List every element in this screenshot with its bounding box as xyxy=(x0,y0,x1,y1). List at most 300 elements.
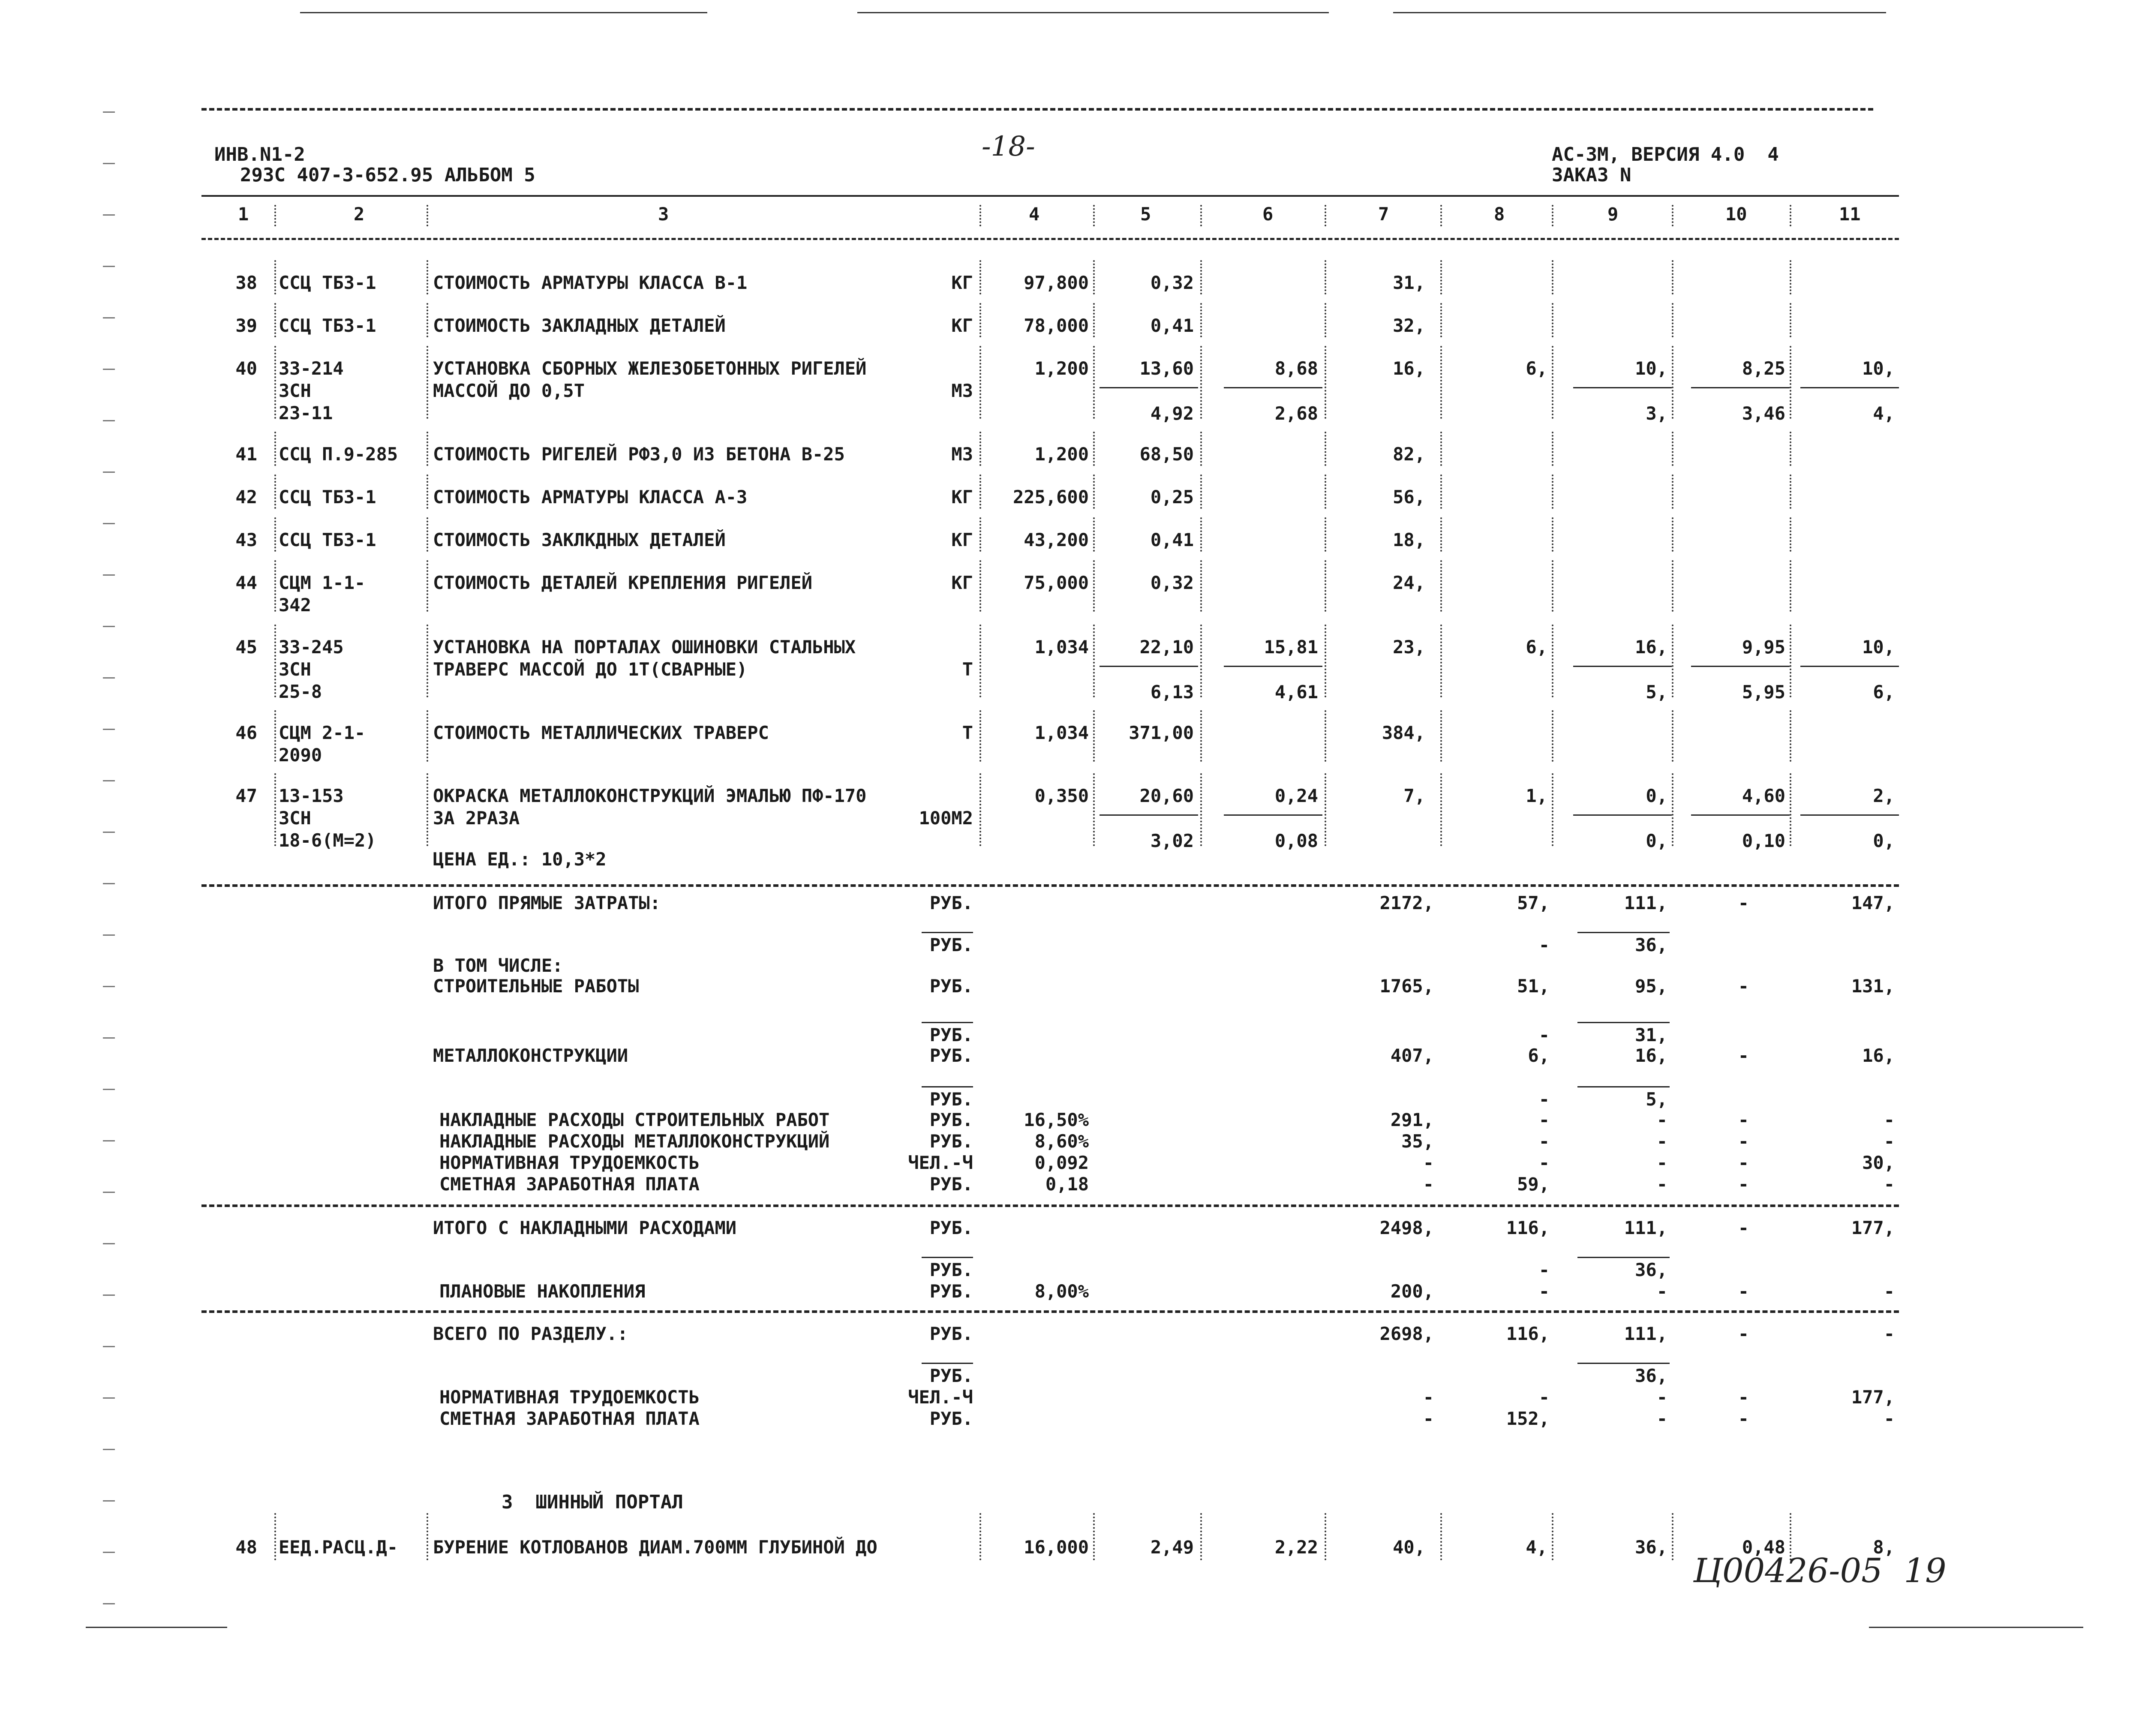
cell-c9-labour: 0, xyxy=(1646,830,1667,851)
totals-cell-c11: - xyxy=(1884,1174,1895,1195)
cell-c4: 0,350 xyxy=(1034,785,1089,806)
column-separator xyxy=(1440,346,1442,419)
totals-unit: ЧЕЛ.-Ч xyxy=(908,1387,973,1408)
cell-c5: 371,00 xyxy=(1129,722,1194,743)
totals-rate: 16,50% xyxy=(1024,1109,1089,1130)
doc-reference: 293С 407-3-652.95 АЛЬБОМ 5 xyxy=(240,164,535,186)
fraction-line xyxy=(1573,814,1672,816)
row-number: 39 xyxy=(235,315,257,336)
totals-cell-c9: 31, xyxy=(1635,1024,1667,1045)
fraction-line xyxy=(1800,814,1899,816)
column-separator xyxy=(1672,517,1673,552)
row-number: 44 xyxy=(235,572,257,593)
totals-cell-c11: - xyxy=(1884,1281,1895,1302)
cell-c6: 15,81 xyxy=(1264,637,1318,658)
cell-c4: 16,000 xyxy=(1024,1537,1089,1558)
column-separator xyxy=(979,475,981,509)
fraction-line xyxy=(922,1086,973,1087)
row-number: 40 xyxy=(235,358,257,379)
totals-label: НОРМАТИВНАЯ ТРУДОЕМКОСТЬ xyxy=(439,1387,700,1408)
edge-mark xyxy=(103,832,115,833)
column-separator xyxy=(979,260,981,294)
cell-c9: 36, xyxy=(1635,1537,1667,1558)
totals-cell-c8: 6, xyxy=(1528,1045,1550,1066)
fraction-line xyxy=(1577,1363,1670,1364)
cell-c6: 8,68 xyxy=(1274,358,1318,379)
program-version: АС-3М, ВЕРСИЯ 4.0 4 xyxy=(1552,144,1779,165)
totals-cell-c7: 2172, xyxy=(1379,892,1434,913)
cell-c7: 82, xyxy=(1393,444,1425,465)
totals-label: СМЕТНАЯ ЗАРАБОТНАЯ ПЛАТА xyxy=(439,1408,700,1429)
column-separator xyxy=(979,346,981,419)
work-description: СТОИМОСТЬ АРМАТУРЫ КЛАССА В-1 xyxy=(433,272,748,293)
cell-c4: 1,034 xyxy=(1034,637,1089,658)
rate-code: ССЦ ТБ3-1 xyxy=(279,315,376,336)
totals-label: НАКЛАДНЫЕ РАСХОДЫ СТРОИТЕЛЬНЫХ РАБОТ xyxy=(439,1109,830,1130)
rate-code: 33-245 xyxy=(279,637,344,658)
edge-mark xyxy=(103,266,115,267)
fraction-line xyxy=(922,1363,973,1364)
rate-code: ЗСН xyxy=(279,808,311,829)
column-separator xyxy=(1093,517,1095,552)
column-separator xyxy=(1440,517,1442,552)
column-separator xyxy=(1672,475,1673,509)
totals-cell-c8: - xyxy=(1538,1259,1550,1280)
column-separator xyxy=(427,432,428,466)
section-rule xyxy=(201,1204,1899,1207)
rate-code: ССЦ ТБ3-1 xyxy=(279,529,376,550)
cell-c5-labour: 3,02 xyxy=(1150,830,1194,851)
column-header-6: 6 xyxy=(1262,204,1274,225)
totals-cell-c11: - xyxy=(1884,1109,1895,1130)
totals-label: НОРМАТИВНАЯ ТРУДОЕМКОСТЬ xyxy=(439,1152,700,1173)
row-number: 41 xyxy=(235,444,257,465)
totals-cell-c7: - xyxy=(1423,1387,1434,1408)
totals-rate: 8,60% xyxy=(1034,1131,1089,1152)
column-separator xyxy=(1672,560,1673,612)
cell-c11-labour: 6, xyxy=(1873,682,1895,703)
column-separator xyxy=(427,475,428,509)
totals-cell-c7: 2698, xyxy=(1379,1323,1434,1344)
edge-mark xyxy=(103,729,115,730)
totals-cell-c9: 111, xyxy=(1624,892,1667,913)
rate-code: 25-8 xyxy=(279,681,322,702)
totals-cell-c10: - xyxy=(1738,1408,1749,1429)
unit: КГ xyxy=(951,315,973,336)
cell-c11-labour: 4, xyxy=(1873,403,1895,424)
totals-cell-c8: - xyxy=(1538,1387,1550,1408)
column-separator xyxy=(1200,1513,1202,1560)
column-separator xyxy=(1790,773,1791,846)
column-separator xyxy=(427,710,428,762)
cell-c7: 16, xyxy=(1393,358,1425,379)
edge-mark xyxy=(103,1037,115,1039)
cell-c10: 9,95 xyxy=(1742,637,1785,658)
cell-c11-labour: 0, xyxy=(1873,830,1895,851)
cell-c7: 384, xyxy=(1382,722,1425,743)
edge-mark xyxy=(103,472,115,473)
totals-cell-c9: 36, xyxy=(1635,1259,1667,1280)
totals-cell-c9: 95, xyxy=(1635,976,1667,997)
column-separator xyxy=(1200,517,1202,552)
cell-c5: 2,49 xyxy=(1150,1537,1194,1558)
row-number: 42 xyxy=(235,487,257,508)
row-number: 38 xyxy=(235,272,257,293)
inv-number: ИНВ.N1-2 xyxy=(214,144,305,165)
cell-c9-labour: 3, xyxy=(1646,403,1667,424)
totals-cell-c10: - xyxy=(1738,1217,1749,1238)
column-separator xyxy=(1790,625,1791,697)
column-separator xyxy=(1200,773,1202,846)
totals-cell-c9: 36, xyxy=(1635,1365,1667,1386)
cell-c5: 0,32 xyxy=(1150,272,1194,293)
rate-code: 2090 xyxy=(279,745,322,766)
cell-c8: 6, xyxy=(1526,358,1547,379)
totals-cell-c8: 59, xyxy=(1517,1174,1550,1195)
cell-c6-labour: 0,08 xyxy=(1274,830,1318,851)
column-separator xyxy=(1790,205,1791,226)
column-separator xyxy=(1552,560,1553,612)
cell-c7: 31, xyxy=(1393,272,1425,293)
totals-label: ИТОГО С НАКЛАДНЫМИ РАСХОДАМИ xyxy=(433,1217,737,1238)
totals-cell-c10: - xyxy=(1738,1131,1749,1152)
totals-cell-c8: 152, xyxy=(1506,1408,1550,1429)
totals-unit: РУБ. xyxy=(929,1323,973,1344)
unit: М3 xyxy=(951,444,973,465)
totals-cell-c7: - xyxy=(1423,1174,1434,1195)
column-separator xyxy=(1552,710,1553,762)
top-rule xyxy=(857,12,1329,13)
cell-c9: 16, xyxy=(1635,637,1667,658)
rate-code: 342 xyxy=(279,595,311,616)
totals-rate: 0,18 xyxy=(1045,1174,1089,1195)
column-separator xyxy=(274,303,276,337)
column-separator xyxy=(1790,432,1791,466)
cell-c7: 23, xyxy=(1393,637,1425,658)
unit: КГ xyxy=(951,487,973,508)
rate-code: 13-153 xyxy=(279,785,344,806)
totals-unit: РУБ. xyxy=(929,892,973,913)
column-separator xyxy=(1093,432,1095,466)
unit: КГ xyxy=(951,529,973,550)
column-separator xyxy=(1325,303,1326,337)
unit: КГ xyxy=(951,572,973,593)
fraction-line xyxy=(1100,666,1198,667)
edge-mark xyxy=(103,1603,115,1604)
totals-cell-c9: - xyxy=(1656,1109,1667,1130)
rate-code: 33-214 xyxy=(279,358,344,379)
cell-c7: 40, xyxy=(1393,1537,1425,1558)
column-separator xyxy=(1200,260,1202,294)
cell-c4: 1,200 xyxy=(1034,358,1089,379)
totals-cell-c8: - xyxy=(1538,1152,1550,1173)
totals-unit: РУБ. xyxy=(929,1174,973,1195)
totals-cell-c9: - xyxy=(1656,1131,1667,1152)
totals-cell-c10: - xyxy=(1738,1387,1749,1408)
cell-c6-labour: 4,61 xyxy=(1274,682,1318,703)
totals-cell-c8: - xyxy=(1538,1089,1550,1110)
edge-mark xyxy=(103,986,115,987)
fraction-line xyxy=(1800,387,1899,388)
column-separator xyxy=(274,432,276,466)
edge-mark xyxy=(103,369,115,370)
work-description: БУРЕНИЕ КОТЛОВАНОВ ДИАМ.700ММ ГЛУБИНОЙ ДО xyxy=(433,1537,877,1558)
unit: М3 xyxy=(951,380,973,401)
edge-mark xyxy=(103,1346,115,1347)
totals-unit: ЧЕЛ.-Ч xyxy=(908,1152,973,1173)
column-separator xyxy=(1552,205,1553,226)
column-separator xyxy=(1325,773,1326,846)
column-separator xyxy=(1200,205,1202,226)
cell-c7: 7, xyxy=(1403,785,1425,806)
column-separator xyxy=(427,205,428,226)
cell-c5: 0,32 xyxy=(1150,572,1194,593)
totals-unit: РУБ. xyxy=(929,1045,973,1066)
top-rule xyxy=(1393,12,1886,13)
column-separator xyxy=(427,517,428,552)
column-separator xyxy=(1672,625,1673,697)
column-separator xyxy=(1552,260,1553,294)
totals-label: ВСЕГО ПО РАЗДЕЛУ.: xyxy=(433,1323,628,1344)
fraction-line xyxy=(1224,666,1322,667)
column-separator xyxy=(427,346,428,419)
fraction-line xyxy=(1573,387,1672,388)
totals-cell-c8: - xyxy=(1538,934,1550,955)
fraction-line xyxy=(1573,666,1672,667)
totals-cell-c10: - xyxy=(1738,892,1749,913)
totals-cell-c9: - xyxy=(1656,1152,1667,1173)
fraction-line xyxy=(922,1022,973,1023)
column-separator xyxy=(274,1513,276,1560)
cell-c10-labour: 5,95 xyxy=(1742,682,1785,703)
column-separator xyxy=(1440,260,1442,294)
cell-c5: 20,60 xyxy=(1139,785,1194,806)
cell-c4: 1,034 xyxy=(1034,722,1089,743)
fraction-line xyxy=(1691,666,1790,667)
column-separator xyxy=(1672,432,1673,466)
totals-cell-c11: 131, xyxy=(1851,976,1895,997)
column-separator xyxy=(427,560,428,612)
archive-stamp: Ц00426-05 19 xyxy=(1693,1552,1947,1590)
cell-c5: 0,41 xyxy=(1150,315,1194,336)
column-separator xyxy=(1200,303,1202,337)
column-separator xyxy=(979,625,981,697)
totals-unit: РУБ. xyxy=(929,976,973,997)
work-description: СТОИМОСТЬ ЗАКЛАДНЫХ ДЕТАЛЕЙ xyxy=(433,315,726,336)
row-number: 48 xyxy=(235,1537,257,1558)
column-separator xyxy=(979,560,981,612)
column-header-11: 11 xyxy=(1839,204,1861,225)
edge-mark xyxy=(103,317,115,318)
edge-mark xyxy=(103,1243,115,1244)
totals-cell-c7: 35, xyxy=(1401,1131,1434,1152)
column-separator xyxy=(1200,432,1202,466)
fraction-line xyxy=(1100,387,1198,388)
column-separator xyxy=(1325,346,1326,419)
totals-cell-c9: 36, xyxy=(1635,934,1667,955)
totals-label: НАКЛАДНЫЕ РАСХОДЫ МЕТАЛЛОКОНСТРУКЦИЙ xyxy=(439,1131,830,1152)
fraction-line xyxy=(1577,1022,1670,1023)
cell-c5: 0,41 xyxy=(1150,529,1194,550)
totals-cell-c11: - xyxy=(1884,1131,1895,1152)
column-separator xyxy=(427,773,428,846)
column-separator xyxy=(274,517,276,552)
edge-mark xyxy=(103,780,115,781)
totals-cell-c7: 1765, xyxy=(1379,976,1434,997)
column-separator xyxy=(427,260,428,294)
work-description: СТОИМОСТЬ МЕТАЛЛИЧЕСКИХ ТРАВЕРС xyxy=(433,722,769,743)
column-separator xyxy=(1552,773,1553,846)
column-separator xyxy=(1672,205,1673,226)
totals-cell-c10: - xyxy=(1738,1323,1749,1344)
work-description: ТРАВЕРС МАССОЙ ДО 1Т(СВАРНЫЕ) xyxy=(433,659,748,680)
column-separator xyxy=(1440,303,1442,337)
cell-c6: 2,22 xyxy=(1274,1537,1318,1558)
column-separator xyxy=(274,475,276,509)
totals-cell-c9: 111, xyxy=(1624,1217,1667,1238)
fraction-line xyxy=(1224,387,1322,388)
edge-mark xyxy=(103,420,115,421)
unit: Т xyxy=(962,722,973,743)
section-rule xyxy=(201,1310,1899,1313)
column-separator xyxy=(1672,773,1673,846)
column-separator xyxy=(427,303,428,337)
column-separator xyxy=(1325,432,1326,466)
cell-c6-labour: 2,68 xyxy=(1274,403,1318,424)
edge-mark xyxy=(103,214,115,216)
column-separator xyxy=(979,517,981,552)
column-separator xyxy=(1440,625,1442,697)
cell-c10: 4,60 xyxy=(1742,785,1785,806)
column-header-2: 2 xyxy=(354,204,365,225)
rate-code: ЗСН xyxy=(279,380,311,401)
totals-cell-c10: - xyxy=(1738,1109,1749,1130)
totals-cell-c10: - xyxy=(1738,1045,1749,1066)
column-separator xyxy=(1672,303,1673,337)
row-number: 47 xyxy=(235,785,257,806)
cell-c5: 22,10 xyxy=(1139,637,1194,658)
totals-label: СМЕТНАЯ ЗАРАБОТНАЯ ПЛАТА xyxy=(439,1174,700,1195)
column-separator xyxy=(1325,560,1326,612)
edge-mark xyxy=(103,1294,115,1296)
column-separator xyxy=(1093,205,1095,226)
totals-unit: РУБ. xyxy=(929,1259,973,1280)
column-separator xyxy=(1440,1513,1442,1560)
unit: Т xyxy=(962,659,973,680)
totals-unit: РУБ. xyxy=(929,1408,973,1429)
totals-cell-c11: 147, xyxy=(1851,892,1895,913)
column-separator xyxy=(1552,346,1553,419)
column-separator xyxy=(1440,710,1442,762)
totals-label: СТРОИТЕЛЬНЫЕ РАБОТЫ xyxy=(433,976,639,997)
work-description: УСТАНОВКА НА ПОРТАЛАХ ОШИНОВКИ СТАЛЬНЫХ xyxy=(433,637,856,658)
cell-c4: 43,200 xyxy=(1024,529,1089,550)
cell-c4: 97,800 xyxy=(1024,272,1089,293)
column-separator xyxy=(1790,260,1791,294)
totals-cell-c7: 2498, xyxy=(1379,1217,1434,1238)
column-separator xyxy=(1440,205,1442,226)
cell-c11: 10, xyxy=(1862,637,1895,658)
cell-c10: 8,25 xyxy=(1742,358,1785,379)
totals-cell-c11: 16, xyxy=(1862,1045,1895,1066)
cell-c4: 78,000 xyxy=(1024,315,1089,336)
fraction-line xyxy=(1224,814,1322,816)
edge-mark xyxy=(103,1140,115,1141)
column-separator xyxy=(1440,432,1442,466)
column-separator xyxy=(1672,260,1673,294)
totals-cell-c10: - xyxy=(1738,1281,1749,1302)
column-separator xyxy=(979,1513,981,1560)
rate-code: ЗСН xyxy=(279,659,311,680)
fraction-line xyxy=(922,932,973,933)
totals-cell-c7: 407, xyxy=(1390,1045,1434,1066)
column-header-7: 7 xyxy=(1378,204,1389,225)
cell-c11: 10, xyxy=(1862,358,1895,379)
column-separator xyxy=(1200,475,1202,509)
totals-cell-c9: - xyxy=(1656,1281,1667,1302)
header-rule-bottom xyxy=(201,238,1899,240)
cell-c4: 75,000 xyxy=(1024,572,1089,593)
column-separator xyxy=(427,625,428,697)
work-description: СТОИМОСТЬ АРМАТУРЫ КЛАССА А-3 xyxy=(433,487,748,508)
edge-mark xyxy=(103,626,115,627)
cell-c10-labour: 0,10 xyxy=(1742,830,1785,851)
cell-c9-labour: 5, xyxy=(1646,682,1667,703)
top-rule xyxy=(300,12,707,13)
column-separator xyxy=(1440,773,1442,846)
totals-cell-c11: - xyxy=(1884,1408,1895,1429)
totals-cell-c8: - xyxy=(1538,1131,1550,1152)
column-header-10: 10 xyxy=(1725,204,1747,225)
column-separator xyxy=(1200,346,1202,419)
column-separator xyxy=(1325,710,1326,762)
cell-c11: 2, xyxy=(1873,785,1895,806)
row-number: 43 xyxy=(235,529,257,550)
edge-mark xyxy=(103,1397,115,1399)
row-number: 45 xyxy=(235,637,257,658)
column-header-1: 1 xyxy=(238,204,249,225)
totals-cell-c9: 16, xyxy=(1635,1045,1667,1066)
column-separator xyxy=(427,1513,428,1560)
edge-mark xyxy=(103,677,115,679)
work-description: ОКРАСКА МЕТАЛЛОКОНСТРУКЦИЙ ЭМАЛЬЮ ПФ-170 xyxy=(433,785,867,806)
edge-mark xyxy=(103,163,115,164)
cell-c11: 8, xyxy=(1873,1537,1895,1558)
totals-cell-c9: - xyxy=(1656,1387,1667,1408)
column-separator xyxy=(1093,560,1095,612)
work-description: ЗА 2РАЗА xyxy=(433,808,520,829)
cell-c7: 56, xyxy=(1393,487,1425,508)
totals-cell-c8: 51, xyxy=(1517,976,1550,997)
totals-cell-c11: 177, xyxy=(1851,1387,1895,1408)
column-header-9: 9 xyxy=(1607,204,1619,225)
totals-cell-c8: - xyxy=(1538,1024,1550,1045)
column-separator xyxy=(1093,710,1095,762)
totals-label: В ТОМ ЧИСЛЕ: xyxy=(433,955,563,976)
column-separator xyxy=(274,773,276,846)
work-description: СТОИМОСТЬ РИГЕЛЕЙ РФ3,0 ИЗ БЕТОНА В-25 xyxy=(433,444,845,465)
column-separator xyxy=(1200,710,1202,762)
totals-label: МЕТАЛЛОКОНСТРУКЦИИ xyxy=(433,1045,628,1066)
totals-rate: 8,00% xyxy=(1034,1281,1089,1302)
column-separator xyxy=(1672,1513,1673,1560)
totals-unit: РУБ. xyxy=(929,1217,973,1238)
column-separator xyxy=(1790,303,1791,337)
cell-c5: 68,50 xyxy=(1139,444,1194,465)
edge-mark xyxy=(103,574,115,576)
totals-unit: РУБ. xyxy=(929,1024,973,1045)
column-separator xyxy=(979,303,981,337)
